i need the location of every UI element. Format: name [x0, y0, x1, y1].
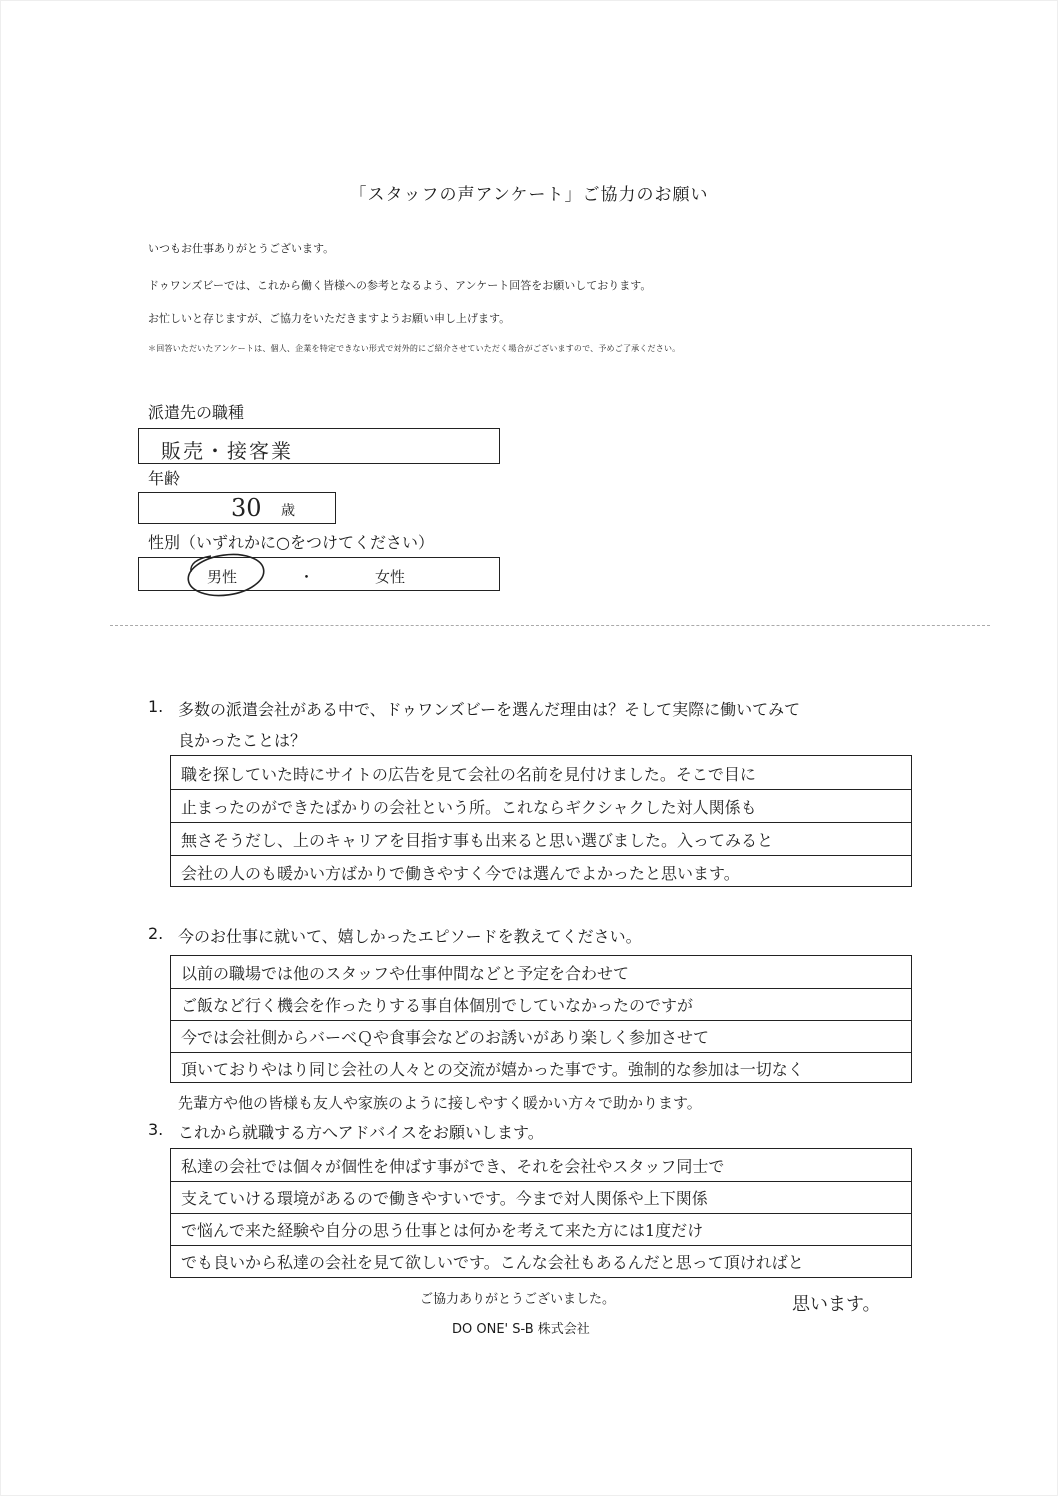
- q3-text: これから就職する方へアドバイスをお願いします。: [178, 1123, 544, 1142]
- gender-female: 女性: [375, 568, 406, 586]
- q1-answer-line-1: 職を探していた時にサイトの広告を見て会社の名前を見付けました。そこで目に: [181, 765, 756, 784]
- ruled-line: [171, 822, 911, 823]
- gender-label: 性別（いずれかに○をつけてください）: [148, 533, 434, 552]
- gender-field: [138, 557, 500, 591]
- privacy-note: ＊回答いただいたアンケートは、個人、企業を特定できない形式で対外的にご紹介させていただく場合がございますので、予めご了承ください。: [148, 344, 681, 353]
- q1-answer-box: [170, 755, 912, 887]
- age-unit: 歳: [281, 503, 295, 519]
- ruled-line: [171, 855, 911, 856]
- ruled-line: [171, 1020, 911, 1021]
- section-divider: [110, 625, 990, 626]
- selection-circle-mark: [181, 550, 271, 600]
- q2-number: 2.: [148, 924, 164, 943]
- q1-answer-line-2: 止まったのができたばかりの会社という所。これならギクシャクした対人関係も: [181, 798, 757, 817]
- page-title: 「スタッフの声アンケート」ご協力のお願い: [349, 185, 709, 205]
- ruled-line: [171, 789, 911, 790]
- age-field: [138, 492, 336, 524]
- ruled-line: [171, 1245, 911, 1246]
- q1-answer-line-3: 無さそうだし、上のキャリアを目指す事も出来ると思い選びました。入ってみると: [181, 831, 774, 850]
- job-field: [138, 428, 500, 464]
- ruled-line: [171, 1213, 911, 1214]
- q3-answer-line-3: で悩んで来た経験や自分の思う仕事とは何かを考えて来た方には1度だけ: [181, 1221, 704, 1240]
- company-name: DO ONE' S-B 株式会社: [452, 1322, 590, 1337]
- q3-answer-line-2: 支えていける環境があるので働きやすいです。今まで対人関係や上下関係: [181, 1189, 708, 1208]
- intro-line-2: ドゥワンズビーでは、これから働く皆様への参考となるよう、アンケート回答をお願いしております。: [148, 279, 652, 292]
- ruled-line: [171, 1181, 911, 1182]
- q1-text-line2: 良かったことは？: [178, 731, 307, 750]
- gender-male: 男性: [207, 568, 238, 586]
- q1-number: 1.: [148, 697, 164, 716]
- q1-answer-line-4: 会社の人のも暖かい方ばかりで働きやすく今では選んでよかったと思います。: [181, 864, 740, 883]
- thanks-text: ご協力ありがとうございました。: [420, 1292, 616, 1307]
- job-value: 販売・接客業: [161, 439, 293, 463]
- q2-answer-line-5: 先輩方や他の皆様も友人や家族のように接しやすく暖かい方々で助かります。: [178, 1094, 702, 1112]
- q1-text-line1: 多数の派遣会社がある中で、ドゥワンズビーを選んだ理由は？そして実際に働いてみて: [178, 700, 801, 719]
- q2-text: 今のお仕事に就いて、嬉しかったエピソードを教えてください。: [178, 927, 642, 946]
- q2-answer-line-2: ご飯など行く機会を作ったりする事自体個別でしていなかったのですが: [181, 996, 694, 1015]
- intro-line-3: お忙しいと存じますが、ご協力をいただきますようお願い申し上げます。: [148, 312, 511, 325]
- q3-answer-line-4: でも良いから私達の会社を見て欲しいです。こんな会社もあるんだと思って頂ければと: [181, 1253, 804, 1272]
- intro-line-1: いつもお仕事ありがとうございます。: [148, 242, 335, 255]
- job-label: 派遣先の職種: [148, 403, 245, 422]
- q3-answer-line-1: 私達の会社では個々が個性を伸ばす事ができ、それを会社やスタッフ同士で: [181, 1157, 725, 1176]
- ruled-line: [171, 988, 911, 989]
- q2-answer-box: [170, 955, 912, 1083]
- gender-separator: ・: [299, 568, 315, 586]
- q3-number: 3.: [148, 1120, 164, 1139]
- q3-answer-trailing: 思います。: [792, 1294, 881, 1315]
- ruled-line: [171, 1052, 911, 1053]
- q2-answer-line-3: 今では会社側からバーベＱや食事会などのお誘いがあり楽しく参加させて: [181, 1028, 710, 1047]
- age-label: 年齢: [148, 469, 181, 488]
- q2-answer-line-4: 頂いておりやはり同じ会社の人々との交流が嬉かった事です。強制的な参加は一切なく: [181, 1060, 804, 1079]
- q3-answer-box: [170, 1148, 912, 1278]
- age-value: 30: [231, 494, 262, 522]
- q2-answer-line-1: 以前の職場では他のスタッフや仕事仲間などと予定を合わせて: [181, 964, 630, 983]
